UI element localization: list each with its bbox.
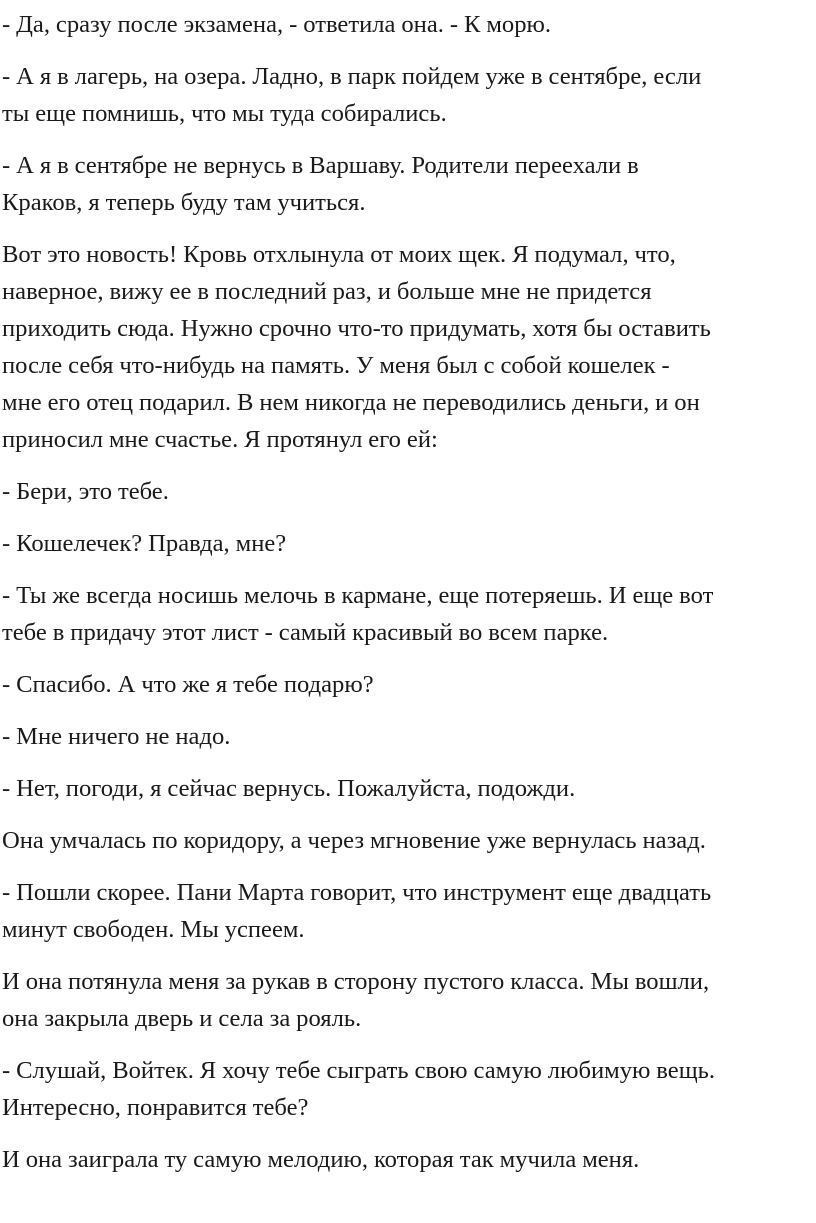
- paragraph: [2, 718, 816, 755]
- text-line: И она потянула меня за рукав в сторону пустого класса. Мы вошли,: [2, 968, 710, 995]
- text-line: - Слушай, Войтек. Я хочу тебе сыграть свою самую любимую вещь.: [2, 1057, 715, 1084]
- paragraph: [2, 147, 816, 221]
- text-line: - Да, сразу после экзамена, - ответила она. - К морю.: [2, 11, 552, 38]
- paragraph: [2, 770, 816, 807]
- paragraph: [2, 822, 816, 859]
- text-line: - Нет, погоди, я сейчас вернусь. Пожалуйста, подожди.: [2, 775, 576, 802]
- paragraph: [2, 6, 816, 43]
- paragraph: [2, 473, 816, 510]
- paragraph: [2, 58, 816, 132]
- text-line: - А я в лагерь, на озера. Ладно, в парк пойдем уже в сентябре, если: [2, 63, 702, 90]
- text-line: после себя что-нибудь на память. У меня был с собой кошелек -: [2, 352, 670, 379]
- document-body: [2, 6, 816, 1178]
- text-line: - Кошелечек? Правда, мне?: [2, 530, 287, 557]
- text-line: она закрыла дверь и села за рояль.: [2, 1005, 362, 1032]
- text-line: И она заиграла ту самую мелодию, которая так мучила меня.: [2, 1146, 640, 1173]
- text-line: - Ты же всегда носишь мелочь в кармане, еще потеряешь. И еще вот: [2, 582, 714, 609]
- text-line: - Спасибо. А что же я тебе подарю?: [2, 671, 374, 698]
- paragraph: [2, 236, 816, 458]
- text-line: - Бери, это тебе.: [2, 478, 169, 505]
- text-line: наверное, вижу ее в последний раз, и больше мне не придется: [2, 278, 652, 305]
- text-line: минут свободен. Мы успеем.: [2, 916, 305, 943]
- text-line: приносил мне счастье. Я протянул его ей:: [2, 426, 438, 453]
- text-line: ты еще помнишь, что мы туда собирались.: [2, 100, 447, 127]
- paragraph: [2, 874, 816, 948]
- text-line: - А я в сентябре не вернусь в Варшаву. Родители переехали в: [2, 152, 639, 179]
- paragraph: [2, 577, 816, 651]
- text-line: мне его отец подарил. В нем никогда не переводились деньги, и он: [2, 389, 700, 416]
- paragraph: [2, 666, 816, 703]
- text-line: приходить сюда. Нужно срочно что-то придумать, хотя бы оставить: [2, 315, 711, 342]
- text-line: Краков, я теперь буду там учиться.: [2, 189, 366, 216]
- paragraph: [2, 1052, 816, 1126]
- text-line: - Мне ничего не надо.: [2, 723, 231, 750]
- paragraph: [2, 525, 816, 562]
- text-line: Вот это новость! Кровь отхлынула от моих щек. Я подумал, что,: [2, 241, 676, 268]
- text-line: Интересно, понравится тебе?: [2, 1094, 309, 1121]
- paragraph: [2, 1141, 816, 1178]
- text-line: тебе в придачу этот лист - самый красивый во всем парке.: [2, 619, 609, 646]
- paragraph: [2, 963, 816, 1037]
- text-line: - Пошли скорее. Пани Марта говорит, что инструмент еще двадцать: [2, 879, 712, 906]
- text-line: Она умчалась по коридору, а через мгновение уже вернулась назад.: [2, 827, 706, 854]
